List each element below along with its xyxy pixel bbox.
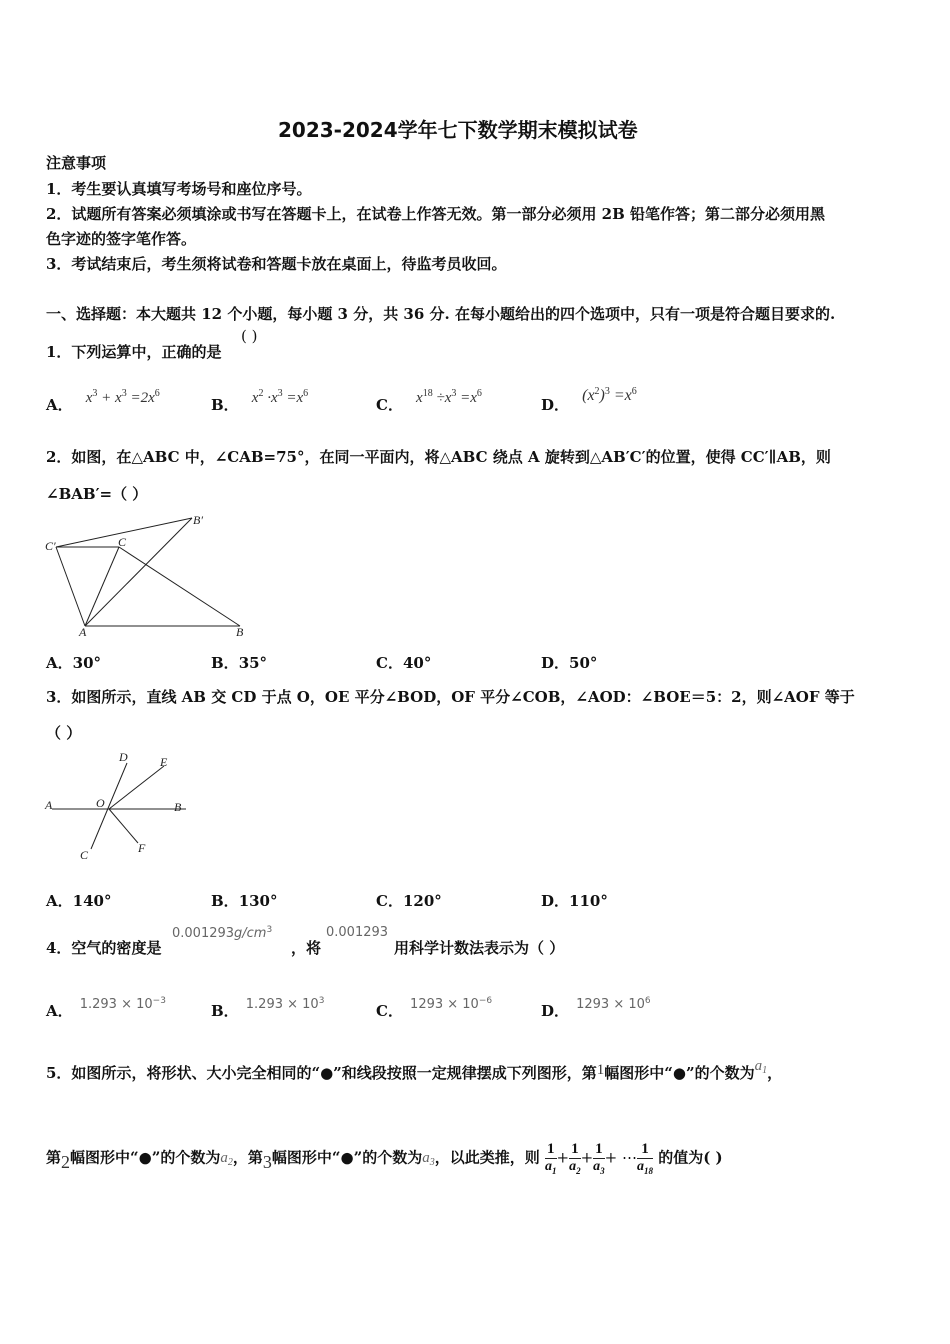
notice-item: 2．试题所有答案必须填涂或书写在答题卡上，在试卷上作答无效。第一部分必须用 2B 铅笔作答；第二部分必须用黑 bbox=[46, 205, 826, 223]
question-1-paren: ( ) bbox=[241, 327, 258, 345]
notice-item: 色字迹的签字笔作答。 bbox=[46, 230, 197, 248]
label-a: A bbox=[79, 625, 87, 639]
option-letter: C． bbox=[376, 396, 403, 414]
question-3-option-d[interactable]: D．110° bbox=[541, 892, 608, 910]
notice-item: 3．考试结束后，考生须将试卷和答题卡放在桌面上，待监考员收回。 bbox=[46, 255, 507, 273]
question-1-option-b[interactable] bbox=[211, 388, 309, 415]
question-4-option-a[interactable]: A． $^{1.293 \times 10^{-3}}$ bbox=[46, 996, 166, 1020]
label-c: C bbox=[118, 535, 127, 549]
segment-c-b bbox=[119, 547, 240, 626]
label-d: D bbox=[119, 750, 128, 764]
label-b: B bbox=[174, 800, 182, 814]
question-4-density: $0.001293g/cm^3$ bbox=[172, 925, 273, 941]
question-3-stem-2: （ ） bbox=[46, 724, 82, 742]
option-formula: $x^{18} \div x^3 =x^6$ bbox=[416, 388, 482, 406]
question-2-option-a[interactable]: A．30° bbox=[46, 654, 102, 672]
question-1-stem: 1．下列运算中，正确的是 bbox=[46, 343, 222, 361]
question-2-option-d[interactable]: D．50° bbox=[541, 654, 598, 672]
segment-c-a bbox=[85, 547, 119, 626]
page-title: 2023-2024学年七下数学期末模拟试卷 bbox=[278, 118, 638, 142]
notice-heading: 注意事项 bbox=[46, 154, 107, 172]
label-e: E bbox=[160, 755, 168, 769]
notice-item: 1．考生要认真填写考场号和座位序号。 bbox=[46, 180, 312, 198]
question-5-line-2: 第2幅图形中“●”的个数为$a_2$，第3幅图形中“●”的个数为$a_3$，以此类推，则 $\frac{1}{a_1}$ + $\frac{1}{a_2}$ + $\frac{1}{a_3}$ + ⋯ $\frac{1}{a_{18}}$ 的值为( ) bbox=[46, 1141, 723, 1176]
question-4-option-d[interactable]: D． $^{1293 \times 10^6}$ bbox=[541, 996, 651, 1020]
question-3-stem: 3．如图所示，直线 AB 交 CD 于点 O，OE 平分∠BOD，OF 平分∠COB，∠AOD：∠BOE＝5：2，则∠AOF 等于 bbox=[46, 688, 855, 706]
question-1-option-c[interactable] bbox=[376, 388, 482, 415]
fraction: $\frac{1}{a_2}$ bbox=[569, 1141, 581, 1176]
option-letter: D． bbox=[541, 396, 570, 414]
fraction: $\frac{1}{a_1}$ bbox=[545, 1141, 557, 1176]
label-c: C bbox=[80, 848, 89, 862]
question-3-option-b[interactable]: B．130° bbox=[211, 892, 278, 910]
label-f: F bbox=[138, 841, 146, 855]
label-b: B bbox=[236, 625, 244, 639]
question-4-value: 0.001293 bbox=[326, 925, 389, 940]
option-formula: $(x^2)^3 =x^6$ bbox=[582, 386, 637, 404]
option-letter: A． bbox=[46, 396, 73, 414]
segment-c-prime-a bbox=[56, 547, 85, 626]
question-1-option-a[interactable] bbox=[46, 388, 160, 415]
option-formula: $x^2 \cdot x^3 =x^6$ bbox=[251, 388, 309, 406]
question-4-option-c[interactable]: C． $^{1293 \times 10^{-6}}$ bbox=[376, 996, 493, 1020]
question-4-option-b[interactable]: B． $^{1.293 \times 10^3}$ bbox=[211, 996, 325, 1020]
section-heading: 一、选择题：本大题共 12 个小题，每小题 3 分，共 36 分. 在每小题给出的四个选项中，只有一项是符合题目要求的. bbox=[46, 305, 836, 323]
question-2-option-b[interactable]: B．35° bbox=[211, 654, 268, 672]
question-4-stem-b: ，将 bbox=[291, 939, 322, 957]
segment-a-b-prime bbox=[85, 518, 192, 626]
question-3-option-c[interactable]: C．120° bbox=[376, 892, 442, 910]
option-formula: $x^3 + x^3 =2x^6$ bbox=[85, 388, 160, 406]
question-2-option-c[interactable]: C．40° bbox=[376, 654, 432, 672]
label-o: O bbox=[96, 796, 105, 810]
label-b-prime: B′ bbox=[193, 513, 203, 527]
question-2-stem: 2．如图，在△ABC 中，∠CAB=75°，在同一平面内，将△ABC 绕点 A 旋转到△AB′C′的位置，使得 CC′∥AB，则 bbox=[46, 448, 831, 466]
option-letter: B． bbox=[211, 396, 239, 414]
question-2-figure bbox=[40, 510, 260, 640]
question-2-stem-2: ∠BAB′=（ ） bbox=[46, 485, 148, 503]
label-a: A bbox=[45, 798, 53, 812]
question-3-figure bbox=[40, 748, 190, 868]
ray-of bbox=[109, 809, 138, 843]
fraction: $\frac{1}{a_{18}}$ bbox=[637, 1141, 653, 1176]
question-5-line-1: 5．如图所示，将形状、大小完全相同的“●”和线段按照一定规律摆成下列图形，第1幅图形中“●”的个数为$a_1$， bbox=[46, 1058, 783, 1082]
question-1-option-d[interactable] bbox=[541, 386, 637, 415]
question-4-stem: 4．空气的密度是 bbox=[46, 939, 162, 957]
question-3-option-a[interactable]: A．140° bbox=[46, 892, 112, 910]
question-4-stem-c: 用科学计数法表示为（ ） bbox=[394, 939, 565, 957]
fraction: $\frac{1}{a_3}$ bbox=[593, 1141, 605, 1176]
label-c-prime: C′ bbox=[45, 539, 56, 553]
